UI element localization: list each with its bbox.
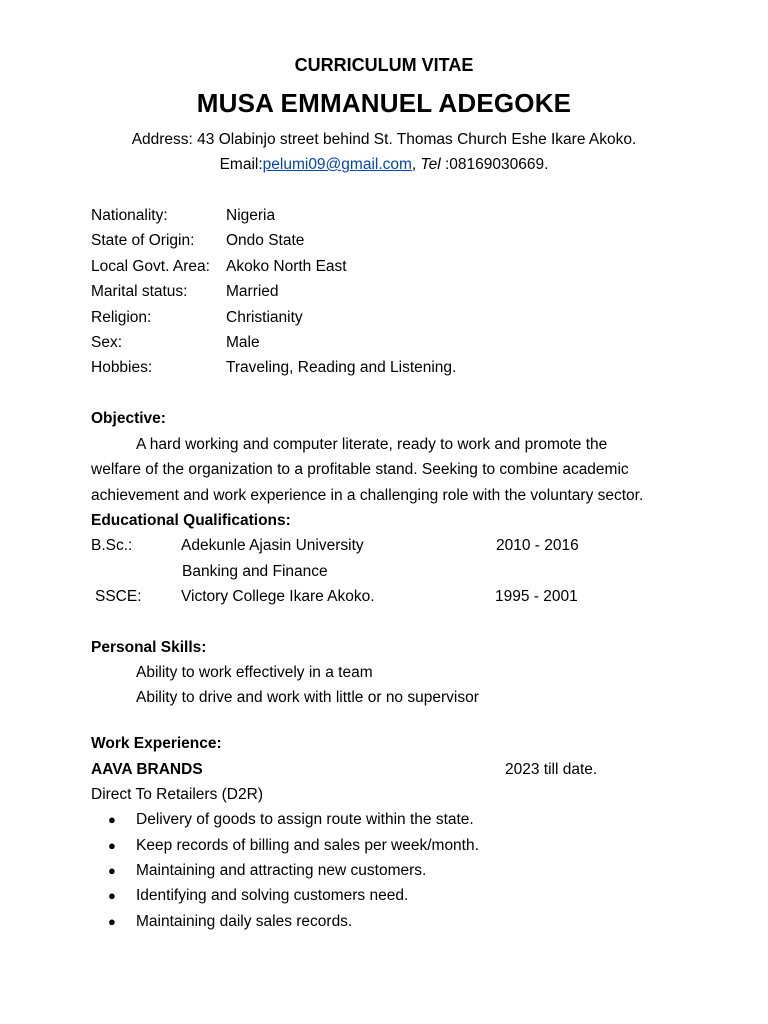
duty-text: Keep records of billing and sales per week/month. [136,837,479,854]
work-heading: Work Experience: [91,735,222,752]
personal-value: Married [226,283,279,300]
objective-line: welfare of the organization to a profitable stand. Seeking to combine academic [91,461,629,478]
work-period: 2023 till date. [505,761,598,778]
email-label: Email: [219,156,263,173]
education-degree: SSCE: [95,588,142,605]
personal-label: Nationality: [91,207,168,224]
personal-value: Nigeria [226,207,276,224]
personal-value: Male [226,334,260,351]
bullet-icon: ● [108,914,116,929]
education-heading: Educational Qualifications: [91,512,291,529]
address-line: Address: 43 Olabinjo street behind St. Thomas Church Eshe Ikare Akoko. [131,131,637,148]
objective-line: achievement and work experience in a challenging role with the voluntary sector. [91,487,644,504]
contact-line [0,156,768,174]
education-years: 1995 - 2001 [495,588,578,605]
tel-label: Tel [420,156,441,173]
work-company: AAVA BRANDS [91,761,203,778]
skills-heading: Personal Skills: [91,639,207,656]
bullet-icon: ● [108,812,116,827]
objective-heading: Objective: [91,410,166,427]
personal-label: Marital status: [91,283,188,300]
education-degree: B.Sc.: [91,537,133,554]
duty-text: Delivery of goods to assign route within the state. [136,811,474,828]
bullet-icon: ● [108,888,116,903]
person-name: MUSA EMMANUEL ADEGOKE [196,88,572,118]
duty-text: Identifying and solving customers need. [136,887,409,904]
duty-text: Maintaining daily sales records. [136,913,353,930]
personal-label: Sex: [91,334,123,351]
personal-label: State of Origin: [91,232,195,249]
education-school: Victory College Ikare Akoko. [181,588,375,605]
bullet-icon: ● [108,863,116,878]
personal-value: Akoko North East [226,258,347,275]
personal-label: Religion: [91,309,152,326]
work-role: Direct To Retailers (D2R) [91,786,263,803]
education-school: Adekunle Ajasin University [181,537,364,554]
education-years: 2010 - 2016 [496,537,579,554]
contact-separator: , [411,156,421,173]
document-title: CURRICULUM VITAE [294,55,474,75]
objective-line: A hard working and computer literate, ready to work and promote the [136,436,608,453]
skill-item: Ability to work effectively in a team [136,664,373,681]
skill-item: Ability to drive and work with little or no supervisor [136,689,479,706]
email-link[interactable]: pelumi09@gmail.com [262,156,412,173]
personal-label: Local Govt. Area: [91,258,210,275]
bullet-icon: ● [108,838,116,853]
personal-label: Hobbies: [91,359,153,376]
personal-value: Traveling, Reading and Listening. [226,359,457,376]
personal-value: Ondo State [226,232,305,249]
duty-text: Maintaining and attracting new customers. [136,862,427,879]
education-course: Banking and Finance [182,563,328,580]
tel-value: :08169030669. [440,156,549,173]
personal-value: Christianity [226,309,303,326]
